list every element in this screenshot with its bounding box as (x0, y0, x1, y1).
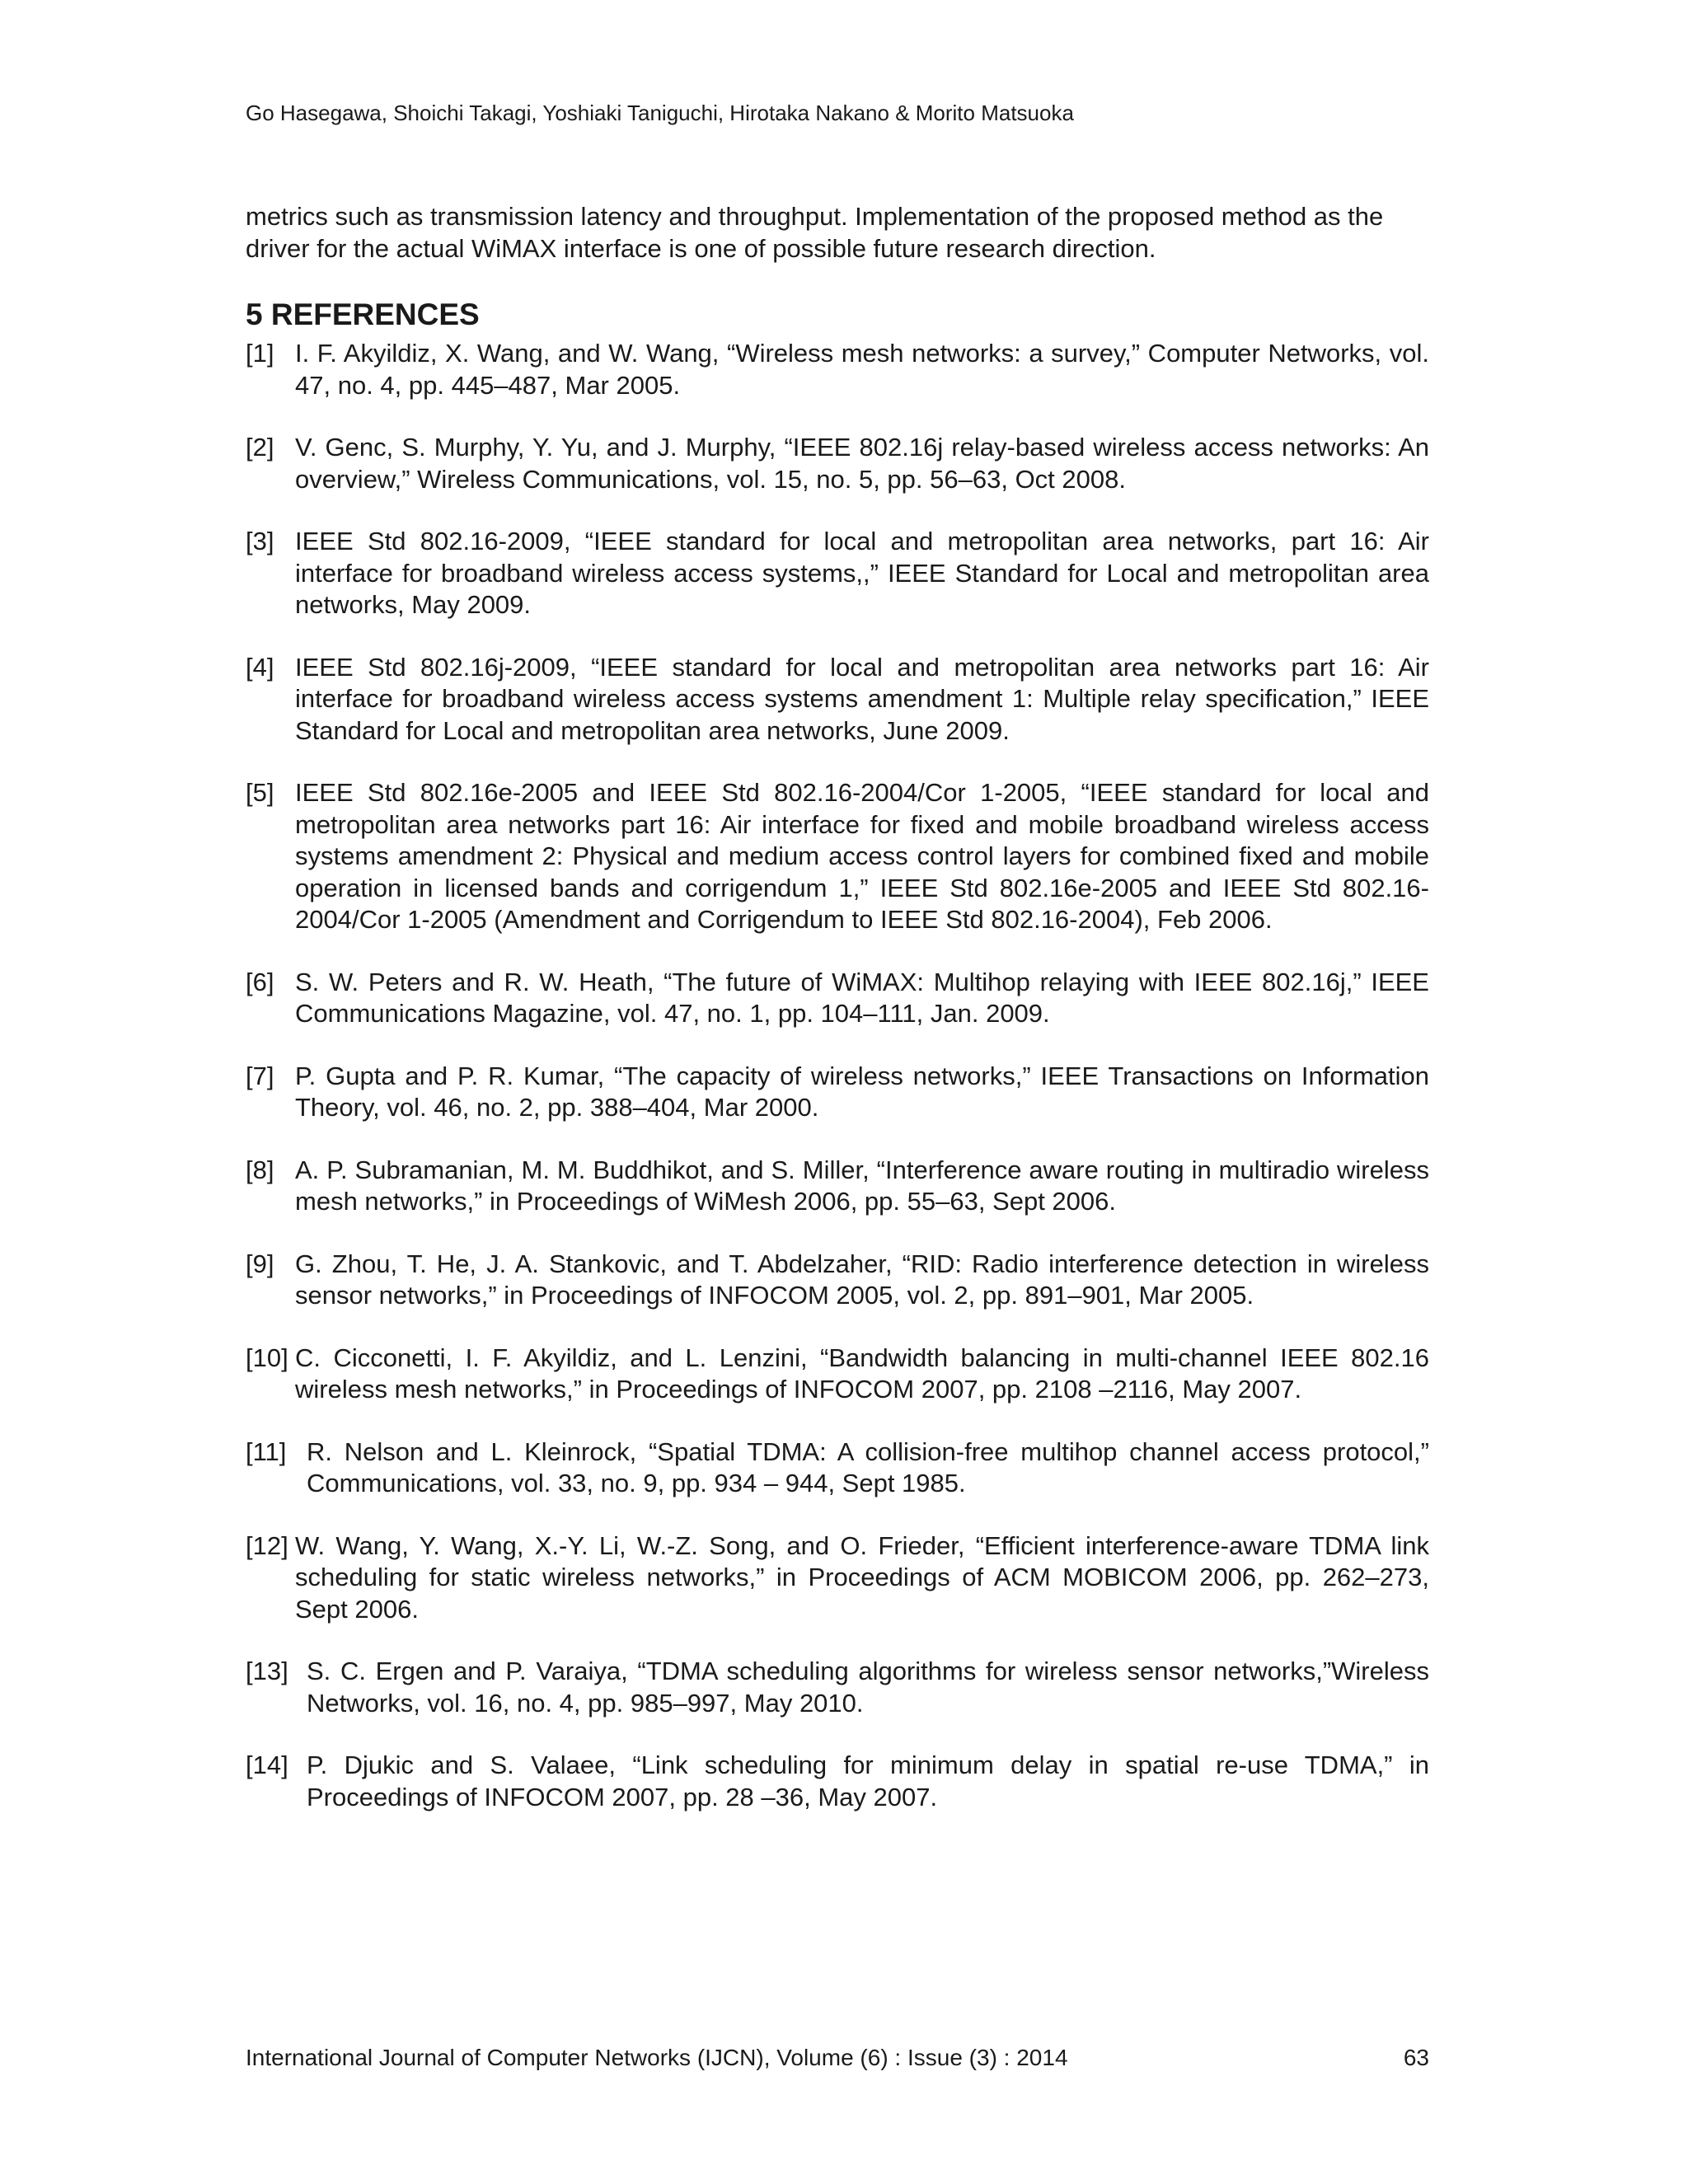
reference-number: [11] (246, 1436, 287, 1466)
intro-paragraph: metrics such as transmission latency and throughput. Implementation of the proposed method as the driver for the actual WiMAX interface is one of possible future research direction. (246, 202, 1384, 263)
reference-item-5 (246, 777, 1429, 936)
reference-number: [10] (246, 1343, 288, 1372)
reference-number: [1] (246, 339, 274, 368)
reference-text: G. Zhou, T. He, J. A. Stankovic, and T. Abdelzaher, “RID: Radio interference detection in wireless sensor networks,” in Proceedings of INFOCOM 2005, vol. 2, pp. 891–901, Mar 2005. (295, 1249, 1429, 1310)
reference-item-8 (246, 1155, 1429, 1218)
reference-number: [8] (246, 1155, 274, 1184)
reference-number: [14] (246, 1750, 288, 1779)
reference-item-14 (246, 1750, 1429, 1813)
reference-item-9 (246, 1249, 1429, 1312)
reference-text: I. F. Akyildiz, X. Wang, and W. Wang, “Wireless mesh networks: a survey,” Computer Networks, vol. 47, no. 4, pp. 445–487, Mar 2005. (295, 339, 1429, 400)
reference-number: [3] (246, 527, 274, 555)
reference-item-3 (246, 526, 1429, 621)
reference-number: [9] (246, 1249, 274, 1278)
page-footer (246, 2044, 1429, 2072)
reference-number: [13] (246, 1657, 288, 1685)
reference-item-11 (246, 1436, 1429, 1500)
reference-item-10 (246, 1343, 1429, 1406)
page-number: 63 (1403, 2045, 1429, 2070)
reference-text: IEEE Std 802.16-2009, “IEEE standard for local and metropolitan area networks, part 16: Air interface for broadband wireless access systems,,” IEEE Standard for Local and metropolitan area networks, May 2009. (295, 527, 1429, 619)
reference-item-7 (246, 1061, 1429, 1124)
reference-text: W. Wang, Y. Wang, X.-Y. Li, W.-Z. Song, and O. Frieder, “Efficient interference-aware TDMA link scheduling for static wireless networks,” in Proceedings of ACM MOBICOM 2006, pp. 262–273, Sept 2006. (295, 1530, 1429, 1624)
reference-number: [2] (246, 433, 274, 462)
reference-text: V. Genc, S. Murphy, Y. Yu, and J. Murphy, “IEEE 802.16j relay-based wireless access networks: An overview,” Wireless Communications, vol. 15, no. 5, pp. 56–63, Oct 2008. (295, 433, 1429, 494)
reference-text: S. C. Ergen and P. Varaiya, “TDMA scheduling algorithms for wireless sensor networks,”Wireless Networks, vol. 16, no. 4, pp. 985–997, May 2010. (307, 1657, 1429, 1718)
reference-text: A. P. Subramanian, M. M. Buddhikot, and S. Miller, “Interference aware routing in multiradio wireless mesh networks,” in Proceedings of WiMesh 2006, pp. 55–63, Sept 2006. (295, 1155, 1429, 1216)
reference-item-6 (246, 967, 1429, 1030)
reference-item-4 (246, 652, 1429, 748)
reference-number: [5] (246, 778, 274, 807)
footer-journal-citation: International Journal of Computer Networks (IJCN), Volume (6) : Issue (3) : 2014 (246, 2045, 1068, 2070)
reference-item-2 (246, 432, 1429, 495)
reference-number: [12] (246, 1530, 288, 1560)
reference-item-12 (246, 1530, 1429, 1626)
reference-item-1 (246, 338, 1429, 401)
reference-text: R. Nelson and L. Kleinrock, “Spatial TDMA: A collision-free multihop channel access protocol,” Communications, vol. 33, no. 9, pp. 934 – 944, Sept 1985. (307, 1436, 1429, 1497)
reference-number: [7] (246, 1061, 274, 1090)
reference-text: P. Djukic and S. Valaee, “Link scheduling for minimum delay in spatial re-use TDMA,” in Proceedings of INFOCOM 2007, pp. 28 –36, May 2007. (307, 1750, 1429, 1811)
reference-number: [4] (246, 652, 274, 682)
reference-text: IEEE Std 802.16e-2005 and IEEE Std 802.16-2004/Cor 1-2005, “IEEE standard for local and metropolitan area networks part 16: Air interface for fixed and mobile broadband wireless access systems amendment 2: Physical and medium access control layers for combined fixed and mobile operation in licensed bands and corrigendum 1,” IEEE Std 802.16e-2005 and IEEE Std 802.16-2004/Cor 1-2005 (Amendment and Corrigendum to IEEE Std 802.16-2004), Feb 2006. (295, 778, 1429, 934)
reference-text: IEEE Std 802.16j-2009, “IEEE standard for local and metropolitan area networks part 16: Air interface for broadband wireless access systems amendment 1: Multiple relay specification,” IEEE Standard for Local and metropolitan area networks, June 2009. (295, 652, 1429, 745)
reference-list (246, 338, 1429, 1813)
running-header-authors: Go Hasegawa, Shoichi Takagi, Yoshiaki Taniguchi, Hirotaka Nakano & Morito Matsuoka (246, 101, 1074, 125)
reference-number: [6] (246, 967, 274, 996)
section-heading-references: 5 REFERENCES (246, 298, 480, 331)
reference-text: C. Cicconetti, I. F. Akyildiz, and L. Lenzini, “Bandwidth balancing in multi-channel IEEE 802.16 wireless mesh networks,” in Proceedings of INFOCOM 2007, pp. 2108 –2116, May 2007. (295, 1343, 1429, 1404)
reference-text: S. W. Peters and R. W. Heath, “The future of WiMAX: Multihop relaying with IEEE 802.16j,” IEEE Communications Magazine, vol. 47, no. 1, pp. 104–111, Jan. 2009. (295, 967, 1429, 1028)
reference-item-13 (246, 1656, 1429, 1719)
reference-text: P. Gupta and P. R. Kumar, “The capacity of wireless networks,” IEEE Transactions on Information Theory, vol. 46, no. 2, pp. 388–404, Mar 2000. (295, 1061, 1429, 1122)
